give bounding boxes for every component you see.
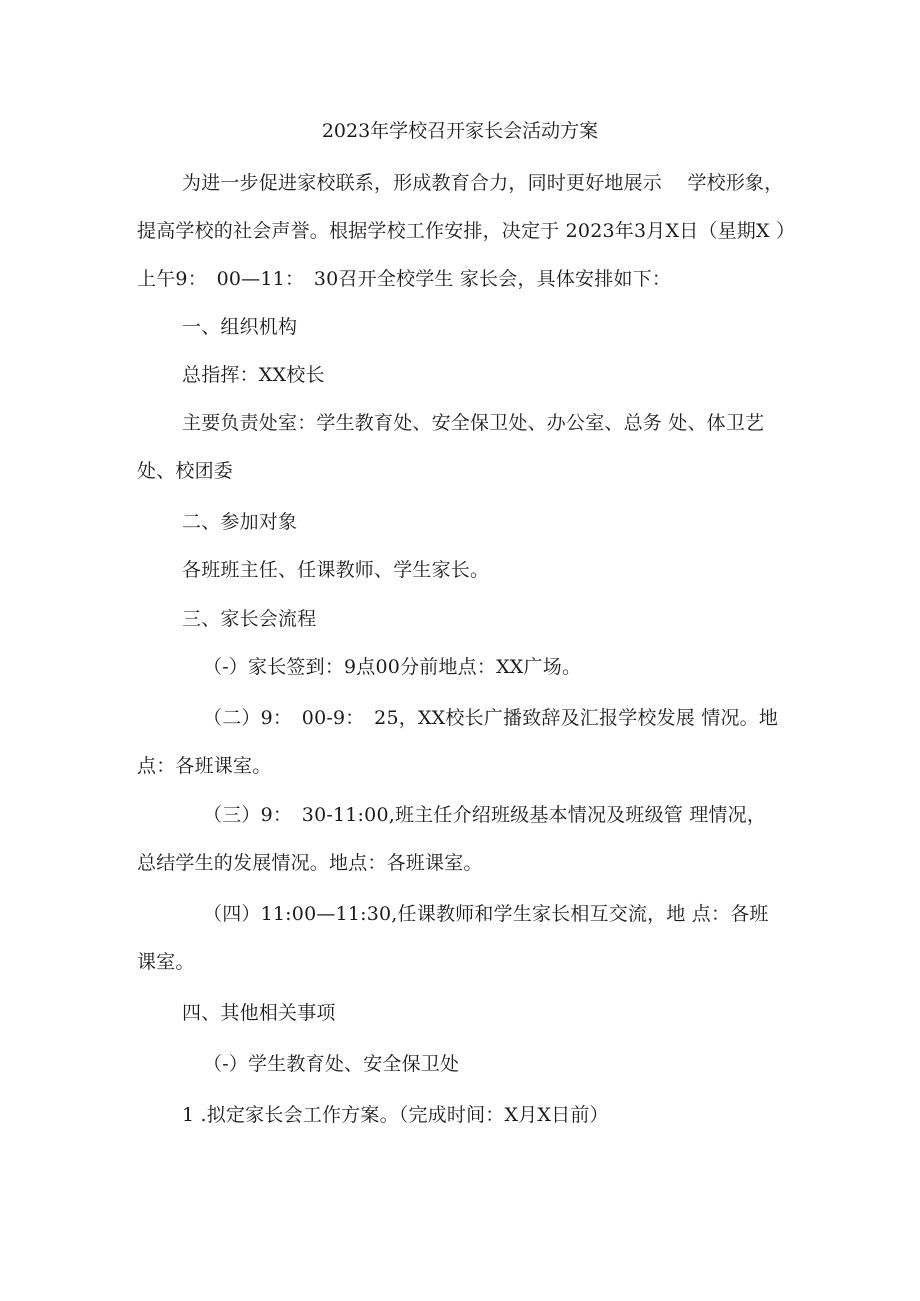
section-heading-other-matters: 四、其他相关事项 <box>182 1002 336 1024</box>
process-step-4-line-2: 课室。 <box>137 951 195 973</box>
process-step-4-line-1: （四）11:00—11:30,任课教师和学生家长相互交流，地 点：各班 <box>203 903 769 925</box>
process-step-2-line-1: （二）9： 00-9： 25，XX校长广播致辞及汇报学校发展 情况。地 <box>203 707 779 729</box>
departments-line-2: 处、校团委 <box>137 460 234 482</box>
intro-line-3: 上午9： 00—11： 30召开全校学生 家长会，具体安排如下： <box>137 268 672 290</box>
process-step-3-line-1: （三）9： 30-11:00,班主任介绍班级基本情况及班级管 理情况， <box>203 804 767 826</box>
departments-line-1: 主要负责处室：学生教育处、安全保卫处、办公室、总务 处、体卫艺 <box>182 412 765 434</box>
process-step-1: （-）家长签到：9点00分前地点：XX广场。 <box>203 656 582 678</box>
section-heading-participants: 二、参加对象 <box>182 511 298 533</box>
commander-text: 总指挥：XX校长 <box>182 364 325 386</box>
process-step-3-line-2: 总结学生的发展情况。地点：各班课室。 <box>137 852 483 874</box>
other-matters-sub-1: （-）学生教育处、安全保卫处 <box>203 1053 460 1075</box>
section-heading-process: 三、家长会流程 <box>182 608 317 630</box>
process-step-2-line-2: 点：各班课室。 <box>137 755 272 777</box>
section-heading-organization: 一、组织机构 <box>182 316 298 338</box>
intro-line-2: 提高学校的社会声誉。根据学校工作安排，决定于 2023年3月X日（星期X ） <box>137 220 796 242</box>
other-matters-item-1: 1 .拟定家长会工作方案。（完成时间：X月X日前） <box>182 1104 609 1126</box>
intro-line-1: 为进一步促进家校联系，形成教育合力，同时更好地展示 学校形象， <box>182 172 784 194</box>
participants-text: 各班班主任、任课教师、学生家长。 <box>182 559 490 581</box>
document-title: 2023年学校召开家长会活动方案 <box>321 120 599 142</box>
